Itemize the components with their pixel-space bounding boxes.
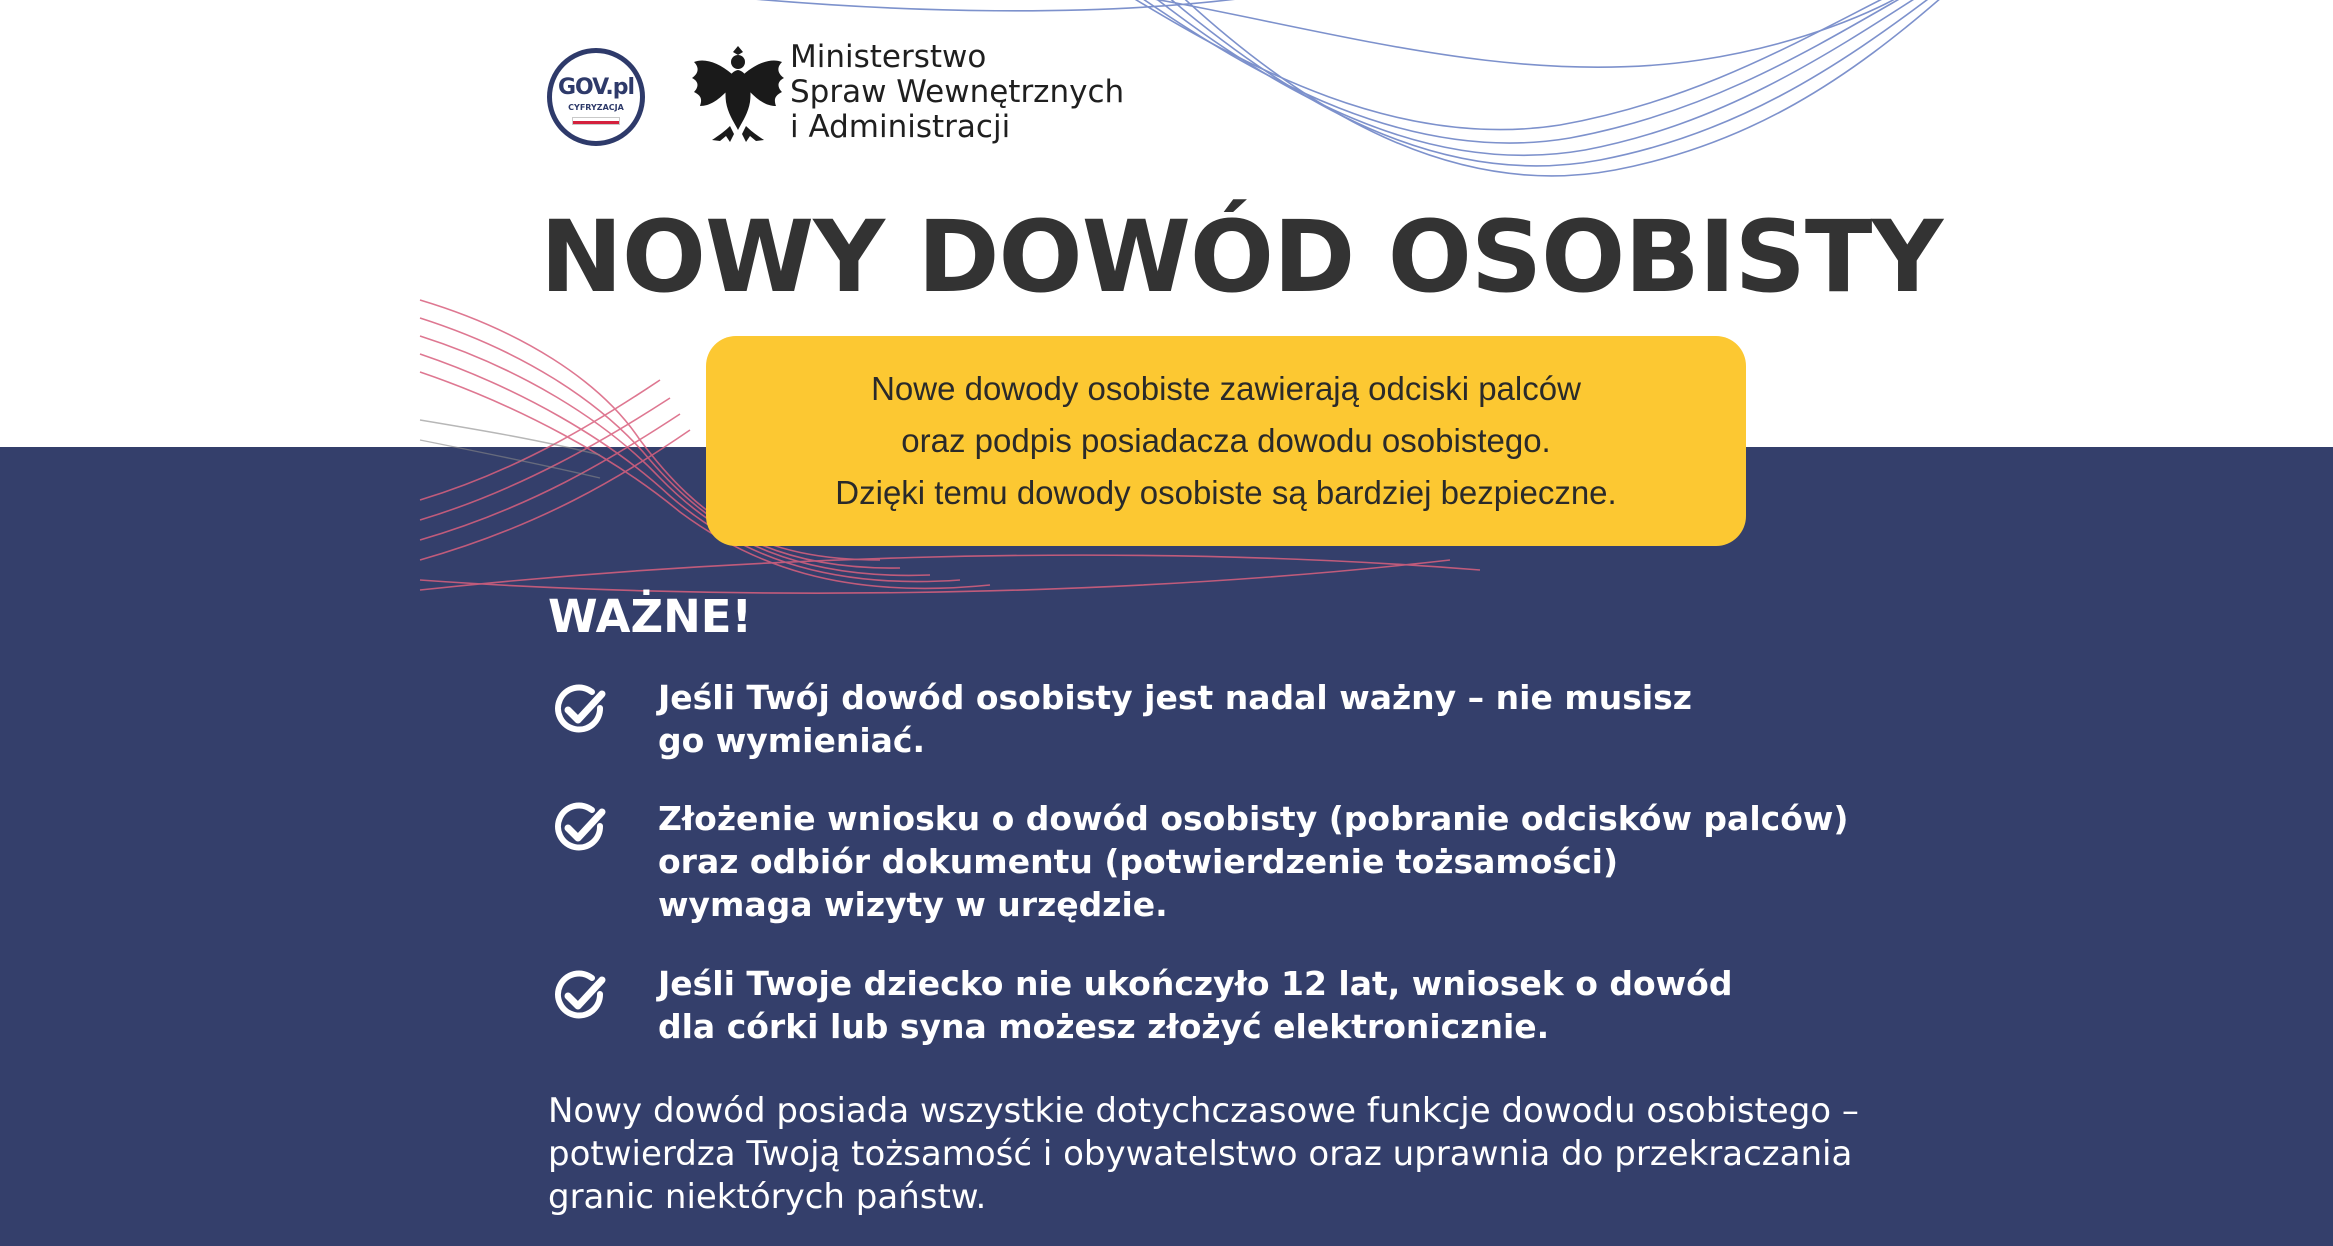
important-item-3-line-1: Jeśli Twoje dziecko nie ukończyło 12 lat, wniosek o dowód bbox=[658, 964, 1733, 1003]
important-item-2 bbox=[658, 797, 1938, 926]
gov-cyfryzacja-logo bbox=[547, 48, 645, 146]
important-item-1 bbox=[658, 676, 1938, 762]
ministry-line-1: Ministerstwo bbox=[790, 39, 987, 75]
ministry-name bbox=[790, 40, 1124, 145]
highlight-box bbox=[706, 336, 1746, 546]
footer-line-2: potwierdza Twoją tożsamość i obywatelstwo oraz uprawnia do przekraczania bbox=[548, 1134, 1853, 1174]
important-item-1-line-2: go wymieniać. bbox=[658, 721, 926, 760]
gov-logo-main-text: GOV.pl bbox=[557, 75, 634, 100]
highlight-line-1: Nowe dowody osobiste zawierają odciski palców bbox=[871, 370, 1581, 407]
check-circle-icon bbox=[552, 968, 608, 1024]
highlight-line-3: Dzięki temu dowody osobiste są bardziej bezpieczne. bbox=[835, 474, 1617, 511]
important-item-1-line-1: Jeśli Twój dowód osobisty jest nadal ważny – nie musisz bbox=[658, 678, 1693, 717]
page-title: NOWY DOWÓD OSOBISTY bbox=[540, 200, 1943, 315]
important-item-2-line-1: Złożenie wniosku o dowód osobisty (pobranie odcisków palców) bbox=[658, 799, 1849, 838]
polish-flag-stripe bbox=[572, 117, 620, 125]
gov-logo-sub-text: CYFRYZACJA bbox=[568, 103, 624, 112]
gray-wave-lines bbox=[420, 420, 600, 478]
footer-line-3: granic niektórych państw. bbox=[548, 1177, 987, 1217]
footer-line-1: Nowy dowód posiada wszystkie dotychczasowe funkcje dowodu osobistego – bbox=[548, 1091, 1859, 1131]
important-item-2-line-2: oraz odbiór dokumentu (potwierdzenie tożsamości) bbox=[658, 842, 1619, 881]
important-item-3 bbox=[658, 962, 1938, 1048]
check-circle-icon bbox=[552, 800, 608, 856]
polish-eagle-icon bbox=[690, 40, 786, 146]
ministry-line-2: Spraw Wewnętrznych bbox=[790, 74, 1125, 110]
important-item-2-line-3: wymaga wizyty w urzędzie. bbox=[658, 885, 1168, 924]
highlight-line-2: oraz podpis posiadacza dowodu osobistego. bbox=[901, 422, 1551, 459]
check-circle-icon bbox=[552, 682, 608, 738]
ministry-line-3: i Administracji bbox=[790, 109, 1011, 145]
important-item-3-line-2: dla córki lub syna możesz złożyć elektronicznie. bbox=[658, 1007, 1550, 1046]
footer-paragraph bbox=[548, 1090, 1878, 1219]
important-heading: WAŻNE! bbox=[548, 590, 752, 643]
